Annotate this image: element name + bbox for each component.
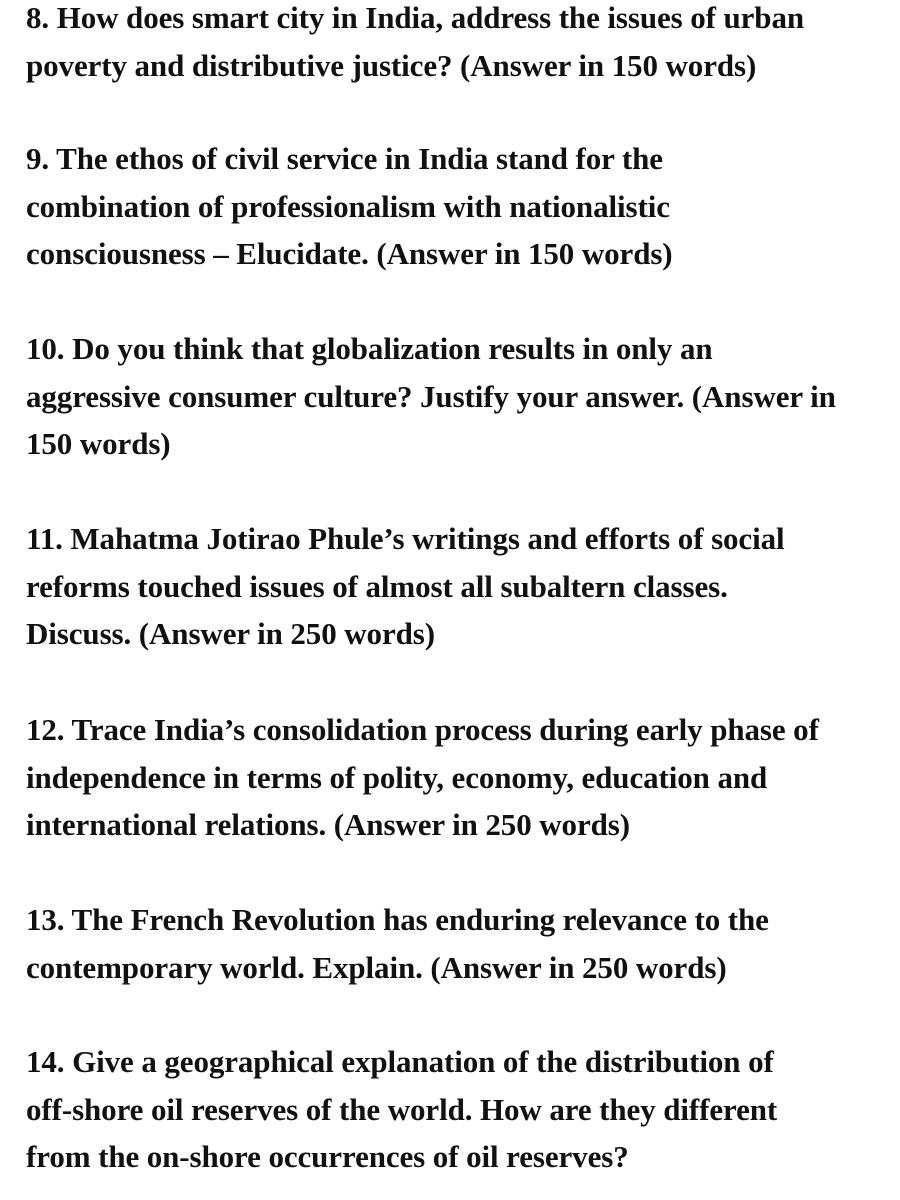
question-line: Discuss. (Answer in 250 words) (26, 616, 435, 651)
question-line: consciousness – Elucidate. (Answer in 150 words) (26, 236, 673, 271)
question-line: independence in terms of polity, economy, education and (26, 759, 768, 795)
question-line: 8. How does smart city in India, address the issues of urban (26, 0, 804, 35)
question-line: from the on-shore occurrences of oil reserves? (26, 1139, 629, 1174)
question-line: reforms touched issues of almost all subaltern classes. (26, 568, 728, 604)
question-line: off-shore oil reserves of the world. How are they different (26, 1091, 778, 1127)
question-line: 150 words) (26, 426, 171, 461)
question-line: 12. Trace India’s consolidation process during early phase of (26, 712, 819, 747)
question-line: 13. The French Revolution has enduring relevance to the (26, 902, 769, 937)
question-line: 14. Give a geographical explanation of the distribution of (26, 1044, 774, 1079)
question-8 (26, 0, 892, 89)
question-line: combination of professionalism with nationalistic (26, 188, 670, 224)
question-line: 11. Mahatma Jotirao Phule’s writings and efforts of social (26, 521, 785, 556)
question-14 (26, 1038, 892, 1181)
question-line: contemporary world. Explain. (Answer in 250 words) (26, 949, 727, 985)
question-line: poverty and distributive justice? (Answer in 150 words) (26, 47, 757, 83)
question-line: international relations. (Answer in 250 words) (26, 807, 630, 842)
question-line: 9. The ethos of civil service in India stand for the (26, 141, 663, 176)
question-line: aggressive consumer culture? Justify your answer. (Answer in (26, 378, 836, 414)
question-10 (26, 325, 892, 468)
question-13 (26, 896, 892, 991)
question-9 (26, 135, 892, 278)
question-11 (26, 515, 892, 658)
question-12 (26, 706, 892, 849)
question-line: 10. Do you think that globalization results in only an (26, 331, 713, 366)
